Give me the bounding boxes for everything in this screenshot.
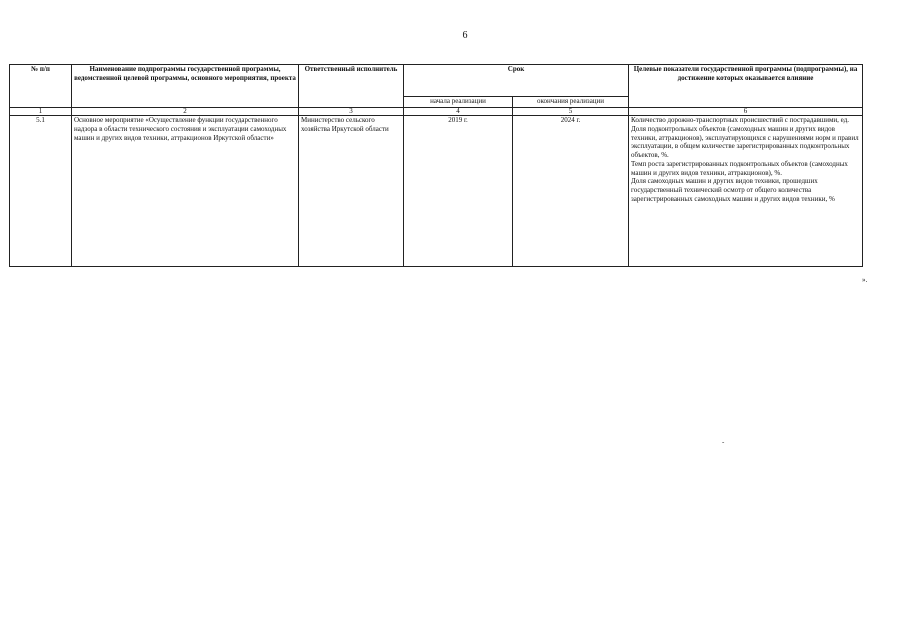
header-executor: Ответственный исполнитель — [299, 65, 404, 108]
table-header-row — [10, 65, 863, 97]
stray-mark: - — [722, 438, 725, 446]
header-indicators: Целевые показатели государственной программы (подпрограммы), на достижение которых оказывается влияние — [629, 65, 863, 108]
header-num: № п/п — [10, 65, 72, 108]
closing-quote-mark: ». — [862, 276, 868, 284]
column-number: 1 — [10, 108, 72, 116]
column-number: 2 — [72, 108, 299, 116]
indicator-item: Темп роста зарегистрированных подконтрольных объектов (самоходных машин и других видов техники, аттракционов), %. — [631, 159, 848, 177]
row-end: 2024 г. — [513, 116, 629, 267]
row-num: 5.1 — [10, 116, 72, 267]
column-number: 4 — [404, 108, 513, 116]
table-row — [10, 116, 863, 267]
indicator-item: Доля подконтрольных объектов (самоходных машин и других видов техники, аттракционов), эксплуатирующихся с нарушениями норм и правил эксплуатации, в общем количестве зарегистрированных подконтрольных объектов, %. — [631, 124, 859, 159]
row-indicators — [629, 116, 863, 267]
header-name: Наименование подпрограммы государственной программы, ведомственной целевой программы, основного мероприятия, проекта — [72, 65, 299, 108]
program-table — [9, 64, 863, 267]
indicator-item: Количество дорожно-транспортных происшествий с пострадавшими, ед. — [631, 116, 850, 124]
header-term-start: начала реализации — [404, 97, 513, 108]
indicator-item: Доля самоходных машин и других видов техники, прошедших государственный технический осмотр от общего количества зарегистрированных самоходных машин и других видов техники, % — [631, 177, 835, 203]
column-number: 6 — [629, 108, 863, 116]
header-term-end: окончания реализации — [513, 97, 629, 108]
row-executor: Министерство сельского хозяйства Иркутской области — [299, 116, 404, 267]
page-number: 6 — [462, 30, 468, 41]
row-start: 2019 г. — [404, 116, 513, 267]
column-number-row — [10, 108, 863, 116]
row-name: Основное мероприятие «Осуществление функции государственного надзора в области технического состояния и эксплуатации самоходных машин и других видов техники, аттракционов Иркутской области» — [72, 116, 299, 267]
column-number: 3 — [299, 108, 404, 116]
column-number: 5 — [513, 108, 629, 116]
header-term: Срок — [404, 65, 629, 97]
